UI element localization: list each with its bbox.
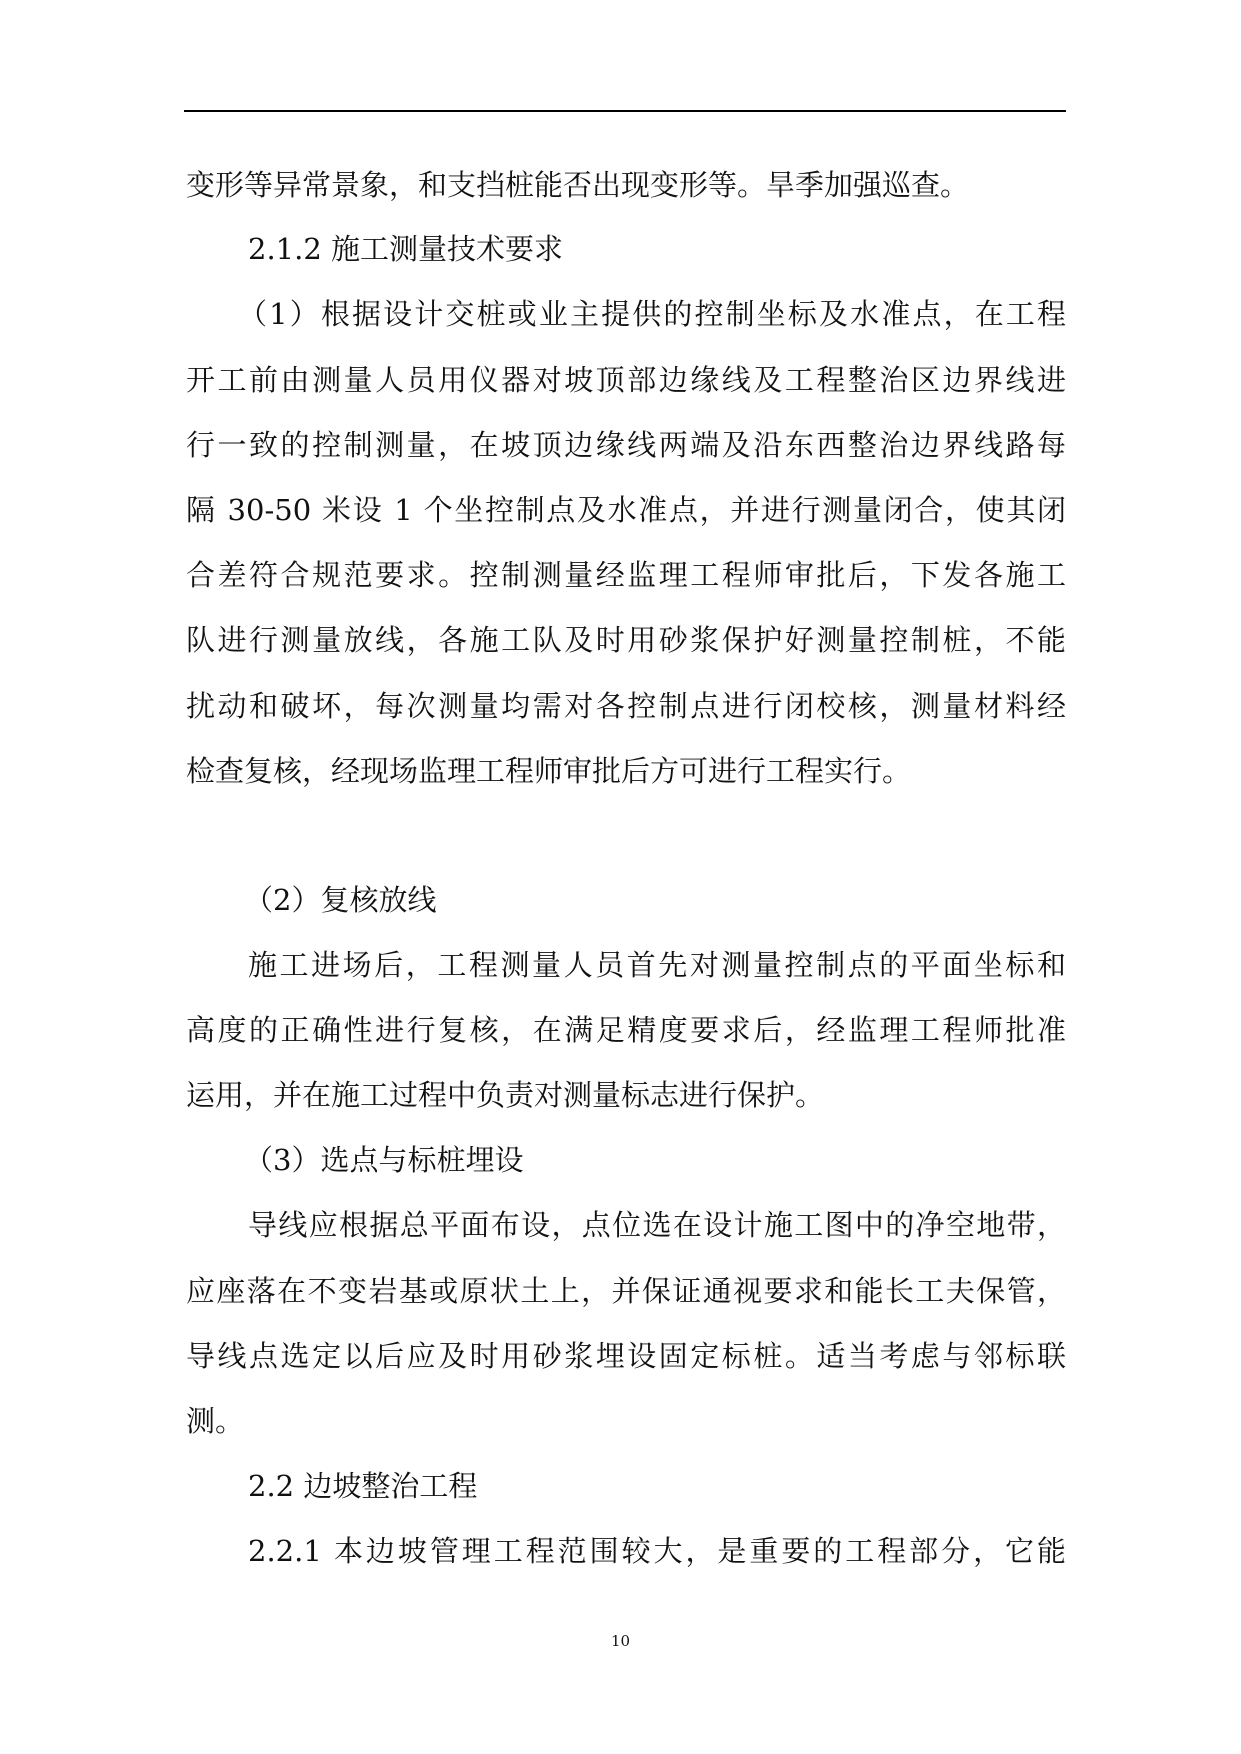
paragraph-line: 导线点选定以后应及时用砂浆埋设固定标桩。适当考虑与邻标联: [186, 1339, 1066, 1373]
page-number: 10: [610, 1632, 631, 1650]
paragraph-line: 检查复核，经现场监理工程师审批后方可进行工程实行。: [186, 754, 912, 788]
paragraph-line: 行一致的控制测量，在坡顶边缘线两端及沿东西整治边界线路每: [186, 428, 1066, 462]
paragraph-line: 2.2.1 本边坡管理工程范围较大，是重要的工程部分，它能: [248, 1534, 1066, 1568]
paragraph-line: 高度的正确性进行复核，在满足精度要求后，经监理工程师批准: [186, 1013, 1066, 1047]
paragraph-line: 运用，并在施工过程中负责对测量标志进行保护。: [186, 1078, 825, 1112]
paragraph-line: 变形等异常景象，和支挡桩能否出现变形等。旱季加强巡查。: [186, 168, 970, 202]
paragraph-line: 导线应根据总平面布设，点位选在设计施工图中的净空地带，: [248, 1208, 1066, 1242]
section-heading: 2.2 边坡整治工程: [248, 1469, 478, 1503]
paragraph-line: 施工进场后，工程测量人员首先对测量控制点的平面坐标和: [248, 948, 1066, 982]
section-heading: （3）选点与标桩埋设: [244, 1143, 524, 1177]
paragraph-line: 队进行测量放线，各施工队及时用砂浆保护好测量控制桩，不能: [186, 623, 1066, 657]
paragraph-line: 合差符合规范要求。控制测量经监理工程师审批后，下发各施工: [186, 558, 1066, 592]
paragraph-line: 测。: [186, 1404, 245, 1438]
paragraph-line: 开工前由测量人员用仪器对坡顶部边缘线及工程整治区边界线进: [186, 363, 1066, 397]
paragraph-line: 扰动和破坏，每次测量均需对各控制点进行闭校核，测量材料经: [186, 689, 1066, 723]
paragraph-line: 应座落在不变岩基或原状土上，并保证通视要求和能长工夫保管，: [186, 1274, 1066, 1308]
paragraph-line: （1）根据设计交桩或业主提供的控制坐标及水准点，在工程: [238, 297, 1066, 331]
section-heading: （2）复核放线: [244, 883, 437, 917]
section-heading: 2.1.2 施工测量技术要求: [248, 232, 564, 266]
header-rule: [184, 110, 1066, 112]
paragraph-line: 隔 30-50 米设 1 个坐控制点及水准点，并进行测量闭合，使其闭: [186, 493, 1066, 527]
